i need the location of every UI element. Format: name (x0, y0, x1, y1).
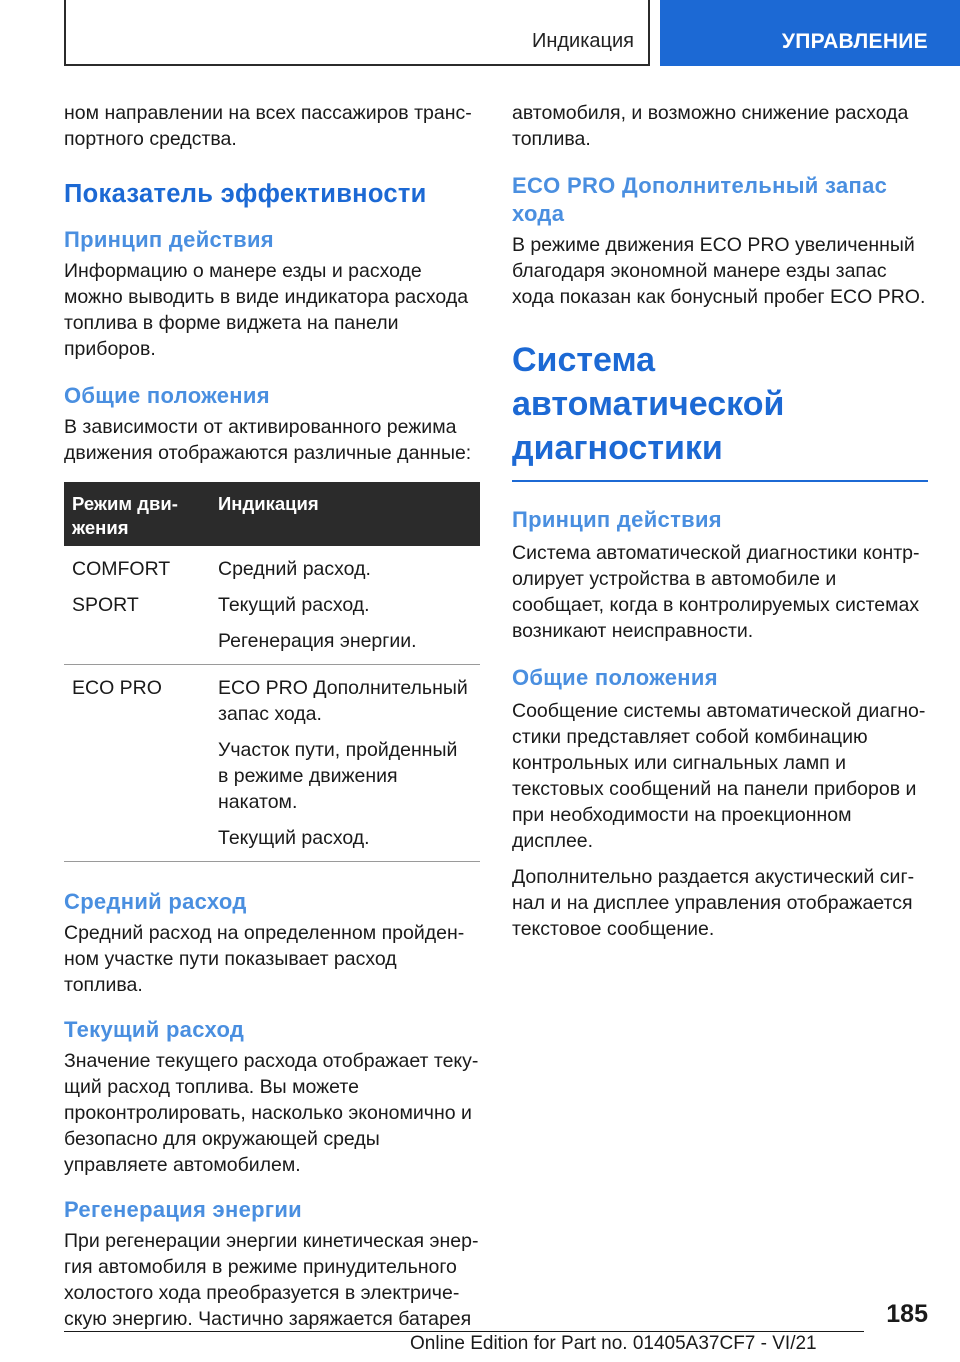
table-row (64, 665, 480, 862)
left-intro-text: ном направлении на всех пассажиров транспортного средства. (64, 102, 472, 150)
header-section-tab (64, 0, 650, 66)
avg-consumption-heading: Средний расход (64, 889, 247, 914)
mode-label: SPORT (72, 594, 139, 616)
table-cell-modes (64, 665, 210, 862)
footer-edition-text: Online Edition for Part no. 01405A37CF7 - VI/21 (410, 1333, 817, 1354)
principle-heading-left: Принцип действия (64, 227, 274, 252)
general-text-left: В зависимости от активированного режима движения отображаются различные данные: (64, 416, 472, 464)
header-chapter-tab (660, 0, 960, 66)
general-heading-left: Общие положения (64, 383, 270, 408)
mode-label: COMFORT (72, 558, 171, 580)
display-value: Средний расход. (218, 558, 371, 580)
avg-consumption-text: Средний расход на определенном пройденном участке пути показывает расход топлива. (64, 922, 465, 996)
table-cell-values (210, 665, 480, 862)
table-cell-modes (64, 546, 210, 665)
header-chapter-label: УПРАВЛЕНИЕ (781, 30, 928, 53)
header-section-label: Индикация (531, 30, 634, 52)
table-row (64, 546, 480, 665)
table-header-display: Индикация (210, 482, 480, 546)
display-value: Участок пути, пройденный в режиме движения накатом. (218, 739, 458, 813)
footer-rule (64, 1331, 864, 1332)
table-cell-values (210, 546, 480, 665)
principle-text-right: Система автоматической диагностики контролирует устройства в автомобиле и сообщает, когда в контролируемых системах возникают неисправности. (512, 542, 920, 642)
page-number: 185 (886, 1300, 928, 1328)
table-header-mode: Режим движения (64, 482, 210, 546)
general-text-right-1: Сообщение системы автоматической диагностики представляет собой комбинацию контрольных или сигнальных ламп и текстовых сообщений на панели приборов и при необходимости на проекционном дисплее. (512, 700, 926, 852)
display-value: ECO PRO Дополнительный запас хода. (218, 677, 468, 725)
general-text-right-2: Дополнительно раздается акустический сигнал и на дисплее управления отображается текстовое сообщение. (512, 866, 915, 940)
display-value: Регенерация энергии. (218, 630, 417, 652)
drive-mode-table (64, 482, 480, 862)
eco-pro-text: В режиме движения ECO PRO увеличенный благодаря экономной манере езды запас хода показан как бонусный пробег ECO PRO. (512, 234, 926, 308)
current-consumption-text: Значение текущего расхода отображает текущий расход топлива. Вы можете проконтролировать, насколько экономично и безопасно для окружающей среды управляете автомобилем. (64, 1050, 479, 1176)
display-value: Текущий расход. (218, 827, 370, 849)
mode-label: ECO PRO (72, 677, 162, 699)
eco-pro-heading: ECO PRO Дополнительный запас хода (512, 173, 888, 226)
regeneration-heading: Регенерация энергии (64, 1197, 302, 1222)
diagnostics-heading: Система автоматической диагностики (512, 341, 785, 467)
regeneration-text: При регенерации энергии кинетическая энергия автомобиля в режиме принудительного холостого хода преобразуется в электрическую энергию. Частично заряжается батарея (64, 1230, 479, 1330)
right-column (512, 100, 928, 942)
current-consumption-heading: Текущий расход (64, 1017, 245, 1042)
left-column (64, 100, 480, 1332)
right-intro-text: автомобиля, и возможно снижение расхода топлива. (512, 102, 909, 150)
efficiency-heading: Показатель эффективности (64, 180, 427, 208)
principle-heading-right: Принцип действия (512, 507, 722, 532)
principle-text-left: Информацию о манере езды и расходе можно выводить в виде индикатора расхода топлива в форме виджета на панели приборов. (64, 260, 469, 360)
display-value: Текущий расход. (218, 594, 370, 616)
general-heading-right: Общие положения (512, 665, 718, 690)
